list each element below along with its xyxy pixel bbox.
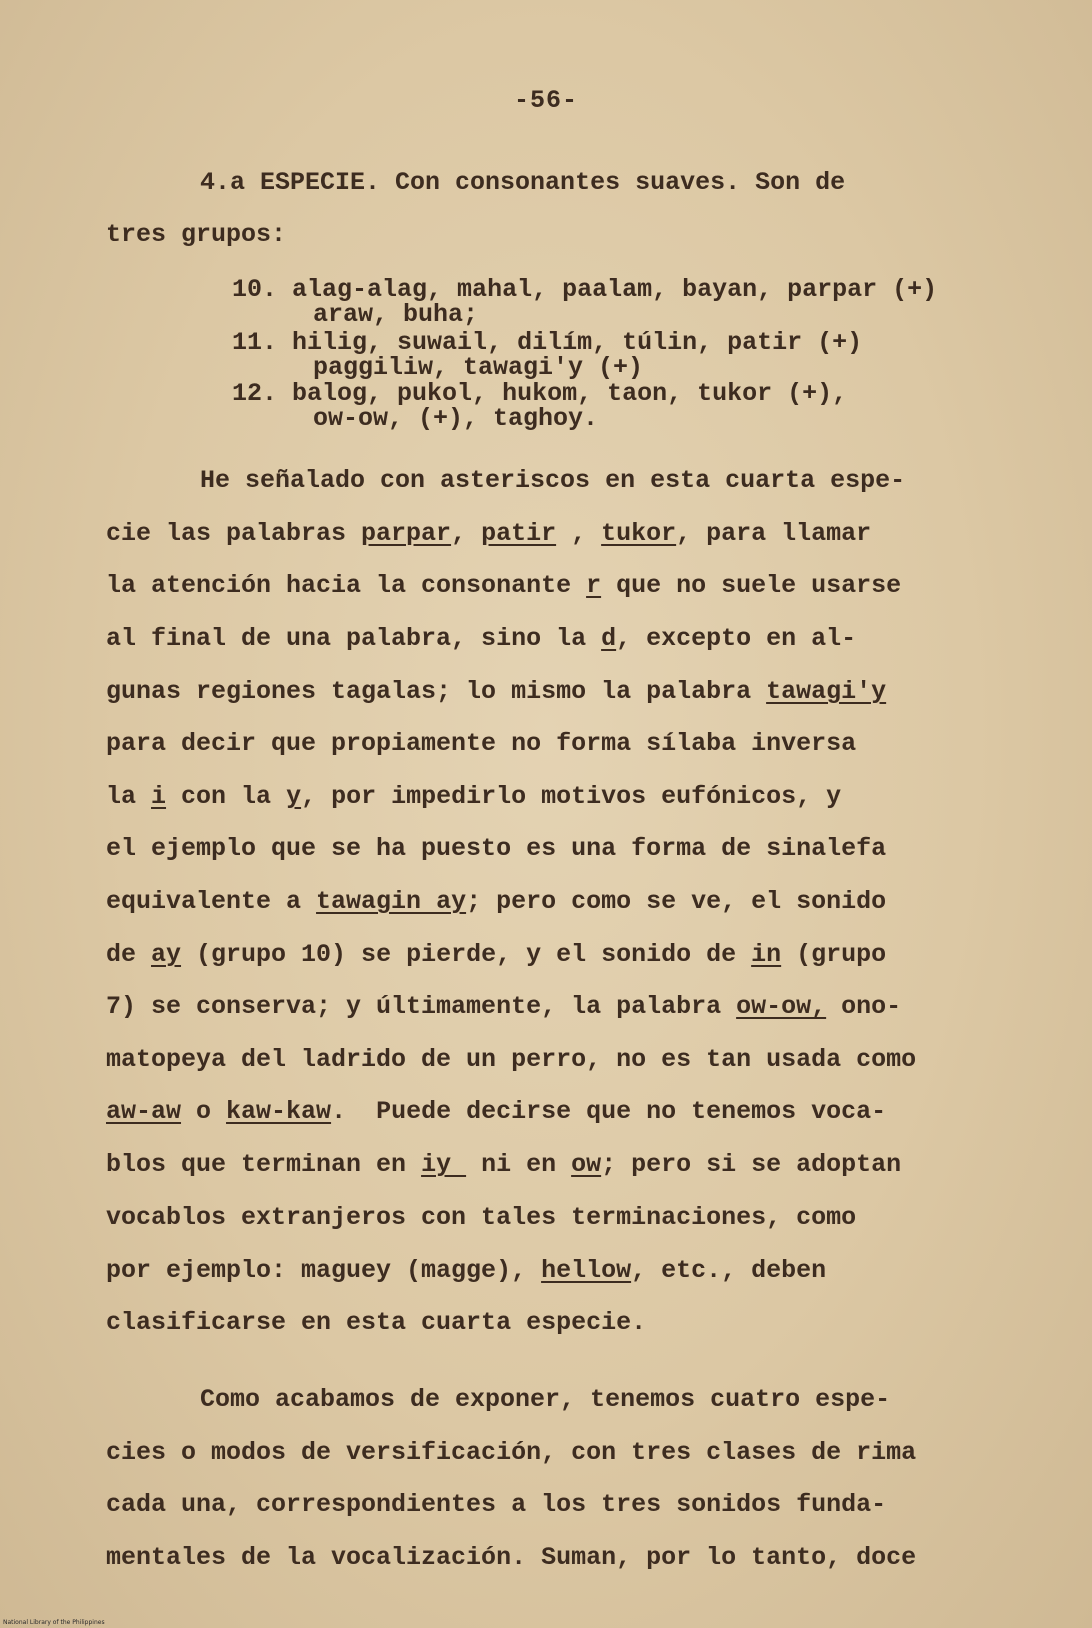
text-run: blos que terminan en	[106, 1150, 422, 1179]
paragraph-line: el ejemplo que se ha puesto es una forma de sinalefa	[106, 834, 887, 863]
underlined-word: ow-ow,	[736, 992, 827, 1021]
paragraph-line: mentales de la vocalización. Suman, por lo tanto, doce	[106, 1543, 917, 1572]
section-heading-text: Con consonantes suaves. Son de	[380, 168, 846, 197]
paragraph-line	[106, 942, 886, 967]
group-line-continuation: paggiliw, tawagi'y (+)	[313, 353, 644, 382]
underlined-word: tawagi'y	[766, 677, 887, 706]
underlined-word: d	[601, 624, 617, 653]
group-number: 11.	[232, 328, 278, 357]
paragraph-line	[106, 1258, 826, 1283]
group-line	[232, 330, 862, 355]
underlined-word: aw-aw	[106, 1097, 182, 1126]
paragraph-line: matopeya del ladrido de un perro, no es tan usada como	[106, 1045, 917, 1074]
text-run: 7) se conserva; y últimamente, la palabra	[106, 992, 737, 1021]
paragraph-line	[106, 626, 856, 651]
paragraph-line	[106, 1152, 901, 1177]
text-run: (grupo	[781, 940, 887, 969]
group-number: 12.	[232, 379, 278, 408]
section-heading-label: 4.a ESPECIE.	[200, 168, 381, 197]
underlined-word: kaw-kaw	[226, 1097, 332, 1126]
text-run: gunas regiones tagalas; lo mismo la palabra	[106, 677, 767, 706]
section-heading-line	[200, 170, 845, 195]
paragraph-line: para decir que propiamente no forma sílaba inversa	[106, 729, 857, 758]
paragraph-line: vocablos extranjeros con tales terminaciones, como	[106, 1203, 857, 1232]
group-words: hilig, suwail, dilím, túlin, patir (+)	[292, 328, 863, 357]
underlined-word: patir	[481, 519, 557, 548]
text-run: la atención hacia la consonante	[106, 571, 587, 600]
underlined-word: i	[151, 782, 167, 811]
paragraph-line	[106, 889, 886, 914]
group-line-continuation: araw, buha;	[313, 300, 479, 329]
underlined-word: iy	[421, 1150, 467, 1179]
paragraph-line	[106, 1099, 886, 1124]
text-run: que no suele usarse	[601, 571, 902, 600]
text-run: ; pero si se adoptan	[601, 1150, 902, 1179]
page-number: -56-	[513, 86, 578, 115]
underlined-word: hellow	[541, 1256, 632, 1285]
text-run: de	[106, 940, 152, 969]
group-line	[232, 381, 847, 406]
group-words: alag-alag, mahal, paalam, bayan, parpar (+)	[292, 275, 938, 304]
text-run: ono-	[826, 992, 902, 1021]
underlined-word: y	[286, 782, 302, 811]
text-run: al final de una palabra, sino la	[106, 624, 602, 653]
text-run: , etc., deben	[631, 1256, 827, 1285]
group-number: 10.	[232, 275, 278, 304]
paragraph-line: Como acabamos de exponer, tenemos cuatro espe-	[200, 1385, 891, 1414]
text-run: por ejemplo: maguey (magge),	[106, 1256, 542, 1285]
text-run: ; pero como se ve, el sonido	[466, 887, 887, 916]
underlined-word: r	[586, 571, 602, 600]
paragraph-line: He señalado con asteriscos en esta cuarta espe-	[200, 466, 906, 495]
underlined-word: in	[751, 940, 782, 969]
underlined-word: tawagin ay	[316, 887, 467, 916]
text-run: ,	[451, 519, 482, 548]
underlined-word: ow	[571, 1150, 602, 1179]
text-run: , excepto en al-	[616, 624, 857, 653]
text-run: la	[106, 782, 152, 811]
paragraph-line	[106, 521, 871, 546]
paragraph-line	[106, 994, 901, 1019]
underlined-word: tukor	[601, 519, 677, 548]
text-run: , por impedirlo motivos eufónicos, y	[301, 782, 842, 811]
text-run: ,	[556, 519, 602, 548]
paragraph-line	[106, 784, 841, 809]
library-footer: National Library of the Philippines	[3, 1619, 105, 1626]
paragraph-line	[106, 679, 886, 704]
text-run: (grupo 10) se pierde, y el sonido de	[181, 940, 752, 969]
text-run: equivalente a	[106, 887, 317, 916]
group-line-continuation: ow-ow, (+), taghoy.	[313, 404, 599, 433]
paragraph-line: cies o modos de versificación, con tres clases de rima	[106, 1438, 917, 1467]
underlined-word: ay	[151, 940, 182, 969]
text-run: o	[181, 1097, 227, 1126]
group-line	[232, 277, 937, 302]
text-run: , para llamar	[676, 519, 872, 548]
paragraph-line: cada una, correspondientes a los tres sonidos funda-	[106, 1490, 887, 1519]
underlined-word: parpar	[361, 519, 452, 548]
text-run: ni en	[466, 1150, 572, 1179]
section-heading-continuation: tres grupos:	[106, 220, 287, 249]
text-run: cie las palabras	[106, 519, 362, 548]
text-run: . Puede decirse que no tenemos voca-	[331, 1097, 887, 1126]
paragraph-line	[106, 573, 901, 598]
group-words: balog, pukol, hukom, taon, tukor (+),	[292, 379, 848, 408]
paragraph-line: clasificarse en esta cuarta especie.	[106, 1308, 647, 1337]
text-run: con la	[166, 782, 287, 811]
